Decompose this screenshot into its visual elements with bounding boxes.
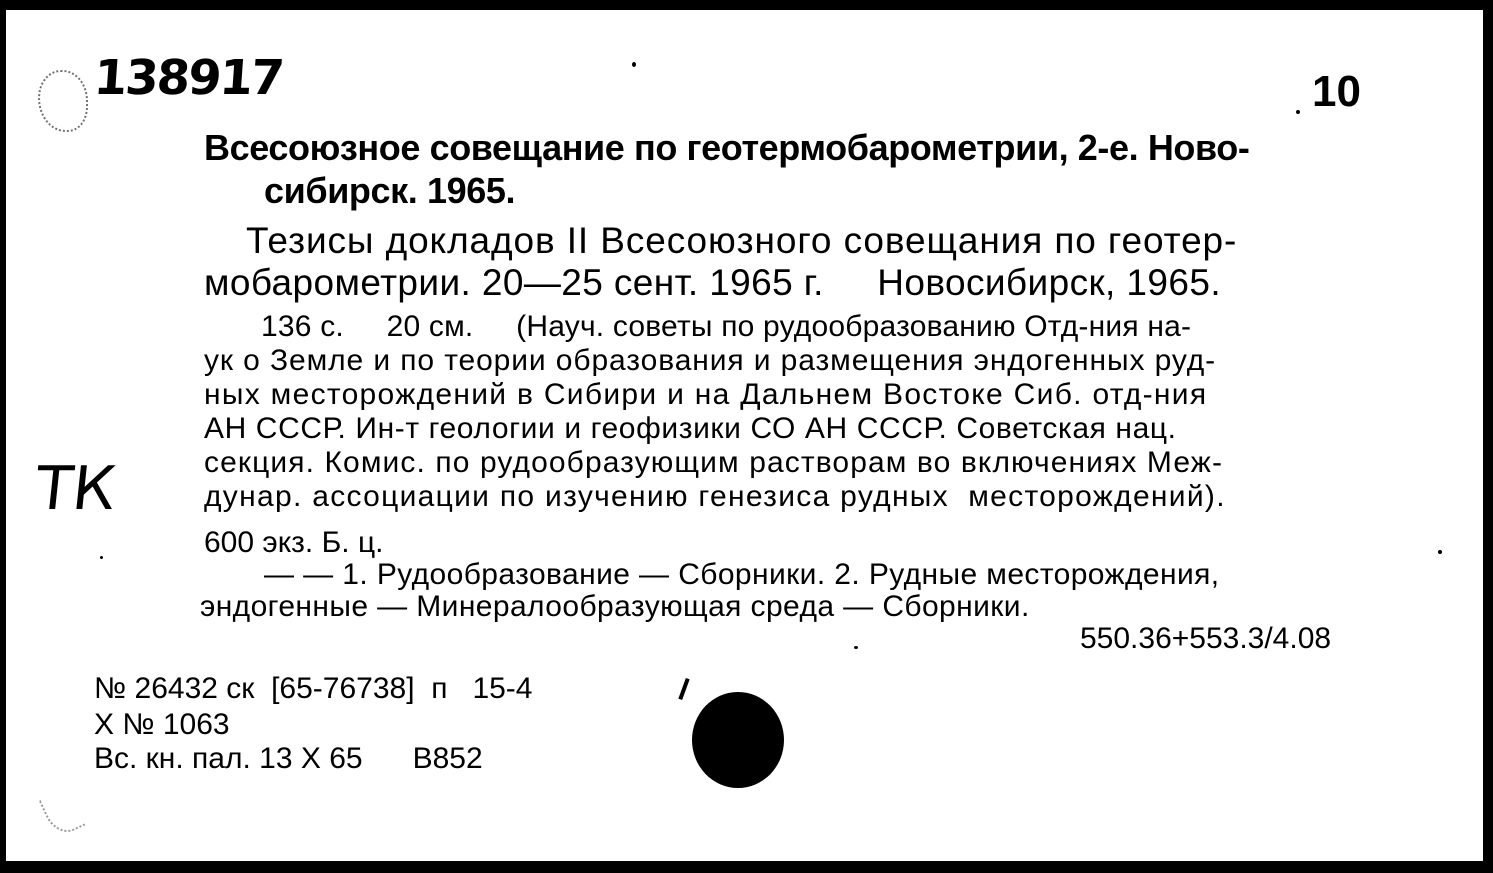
faded-squiggle-icon	[39, 787, 86, 839]
handwritten-catalog-number: 138917	[92, 50, 285, 106]
speck	[1438, 550, 1442, 554]
speck	[854, 646, 858, 649]
subject-line-1: — — 1. Рудообразование — Сборники. 2. Рудные месторождения,	[264, 558, 1220, 591]
speck	[100, 556, 103, 559]
speck	[632, 62, 636, 67]
heading-line-2: сибирск. 1965.	[264, 170, 516, 211]
handwritten-mark: ТК	[32, 454, 119, 524]
speck	[1296, 110, 1300, 114]
description-line-6: дунар. ассоциации по изучению генезиса рудных месторождений).	[204, 480, 1226, 513]
footer-line-2: X № 1063	[94, 708, 230, 741]
pen-stroke-mark	[678, 678, 689, 700]
heading-line-1: Всесоюзное совещание по геотермобарометрии, 2-е. Ново-	[204, 127, 1250, 168]
description-line-7: 600 экз. Б. ц.	[204, 526, 384, 559]
footer-line-1: № 26432 ск [65-76738] п 15-4	[94, 672, 533, 705]
footer-line-3: Вс. кн. пал. 13 X 65 B852	[94, 742, 483, 775]
description-line-1: 136 с. 20 см. (Науч. советы по рудообразованию Отд-ния на-	[261, 310, 1192, 343]
title-line-2: мобарометрии. 20—25 сент. 1965 г. Новосибирск, 1965.	[204, 262, 1222, 303]
description-line-4: АН СССР. Ин-т геологии и геофизики СО АН СССР. Советская нац.	[204, 412, 1177, 445]
description-line-2: ук о Земле и по теории образования и размещения эндогенных руд-	[204, 344, 1217, 377]
classification-code: 550.36+553.3/4.08	[1080, 622, 1332, 655]
punch-hole	[692, 692, 784, 788]
card-number: 10	[1312, 67, 1361, 116]
description-line-3: ных месторождений в Сибири и на Дальнем Востоке Сиб. отд-ния	[204, 378, 1208, 411]
smudge-mark-icon	[38, 70, 88, 132]
subject-line-2: эндогенные — Минералообразующая среда — Сборники.	[200, 590, 1030, 623]
description-line-5: секция. Комис. по рудообразующим растворам во включениях Меж-	[204, 446, 1224, 479]
title-line-1: Тезисы докладов II Всесоюзного совещания по геотер-	[246, 220, 1238, 261]
